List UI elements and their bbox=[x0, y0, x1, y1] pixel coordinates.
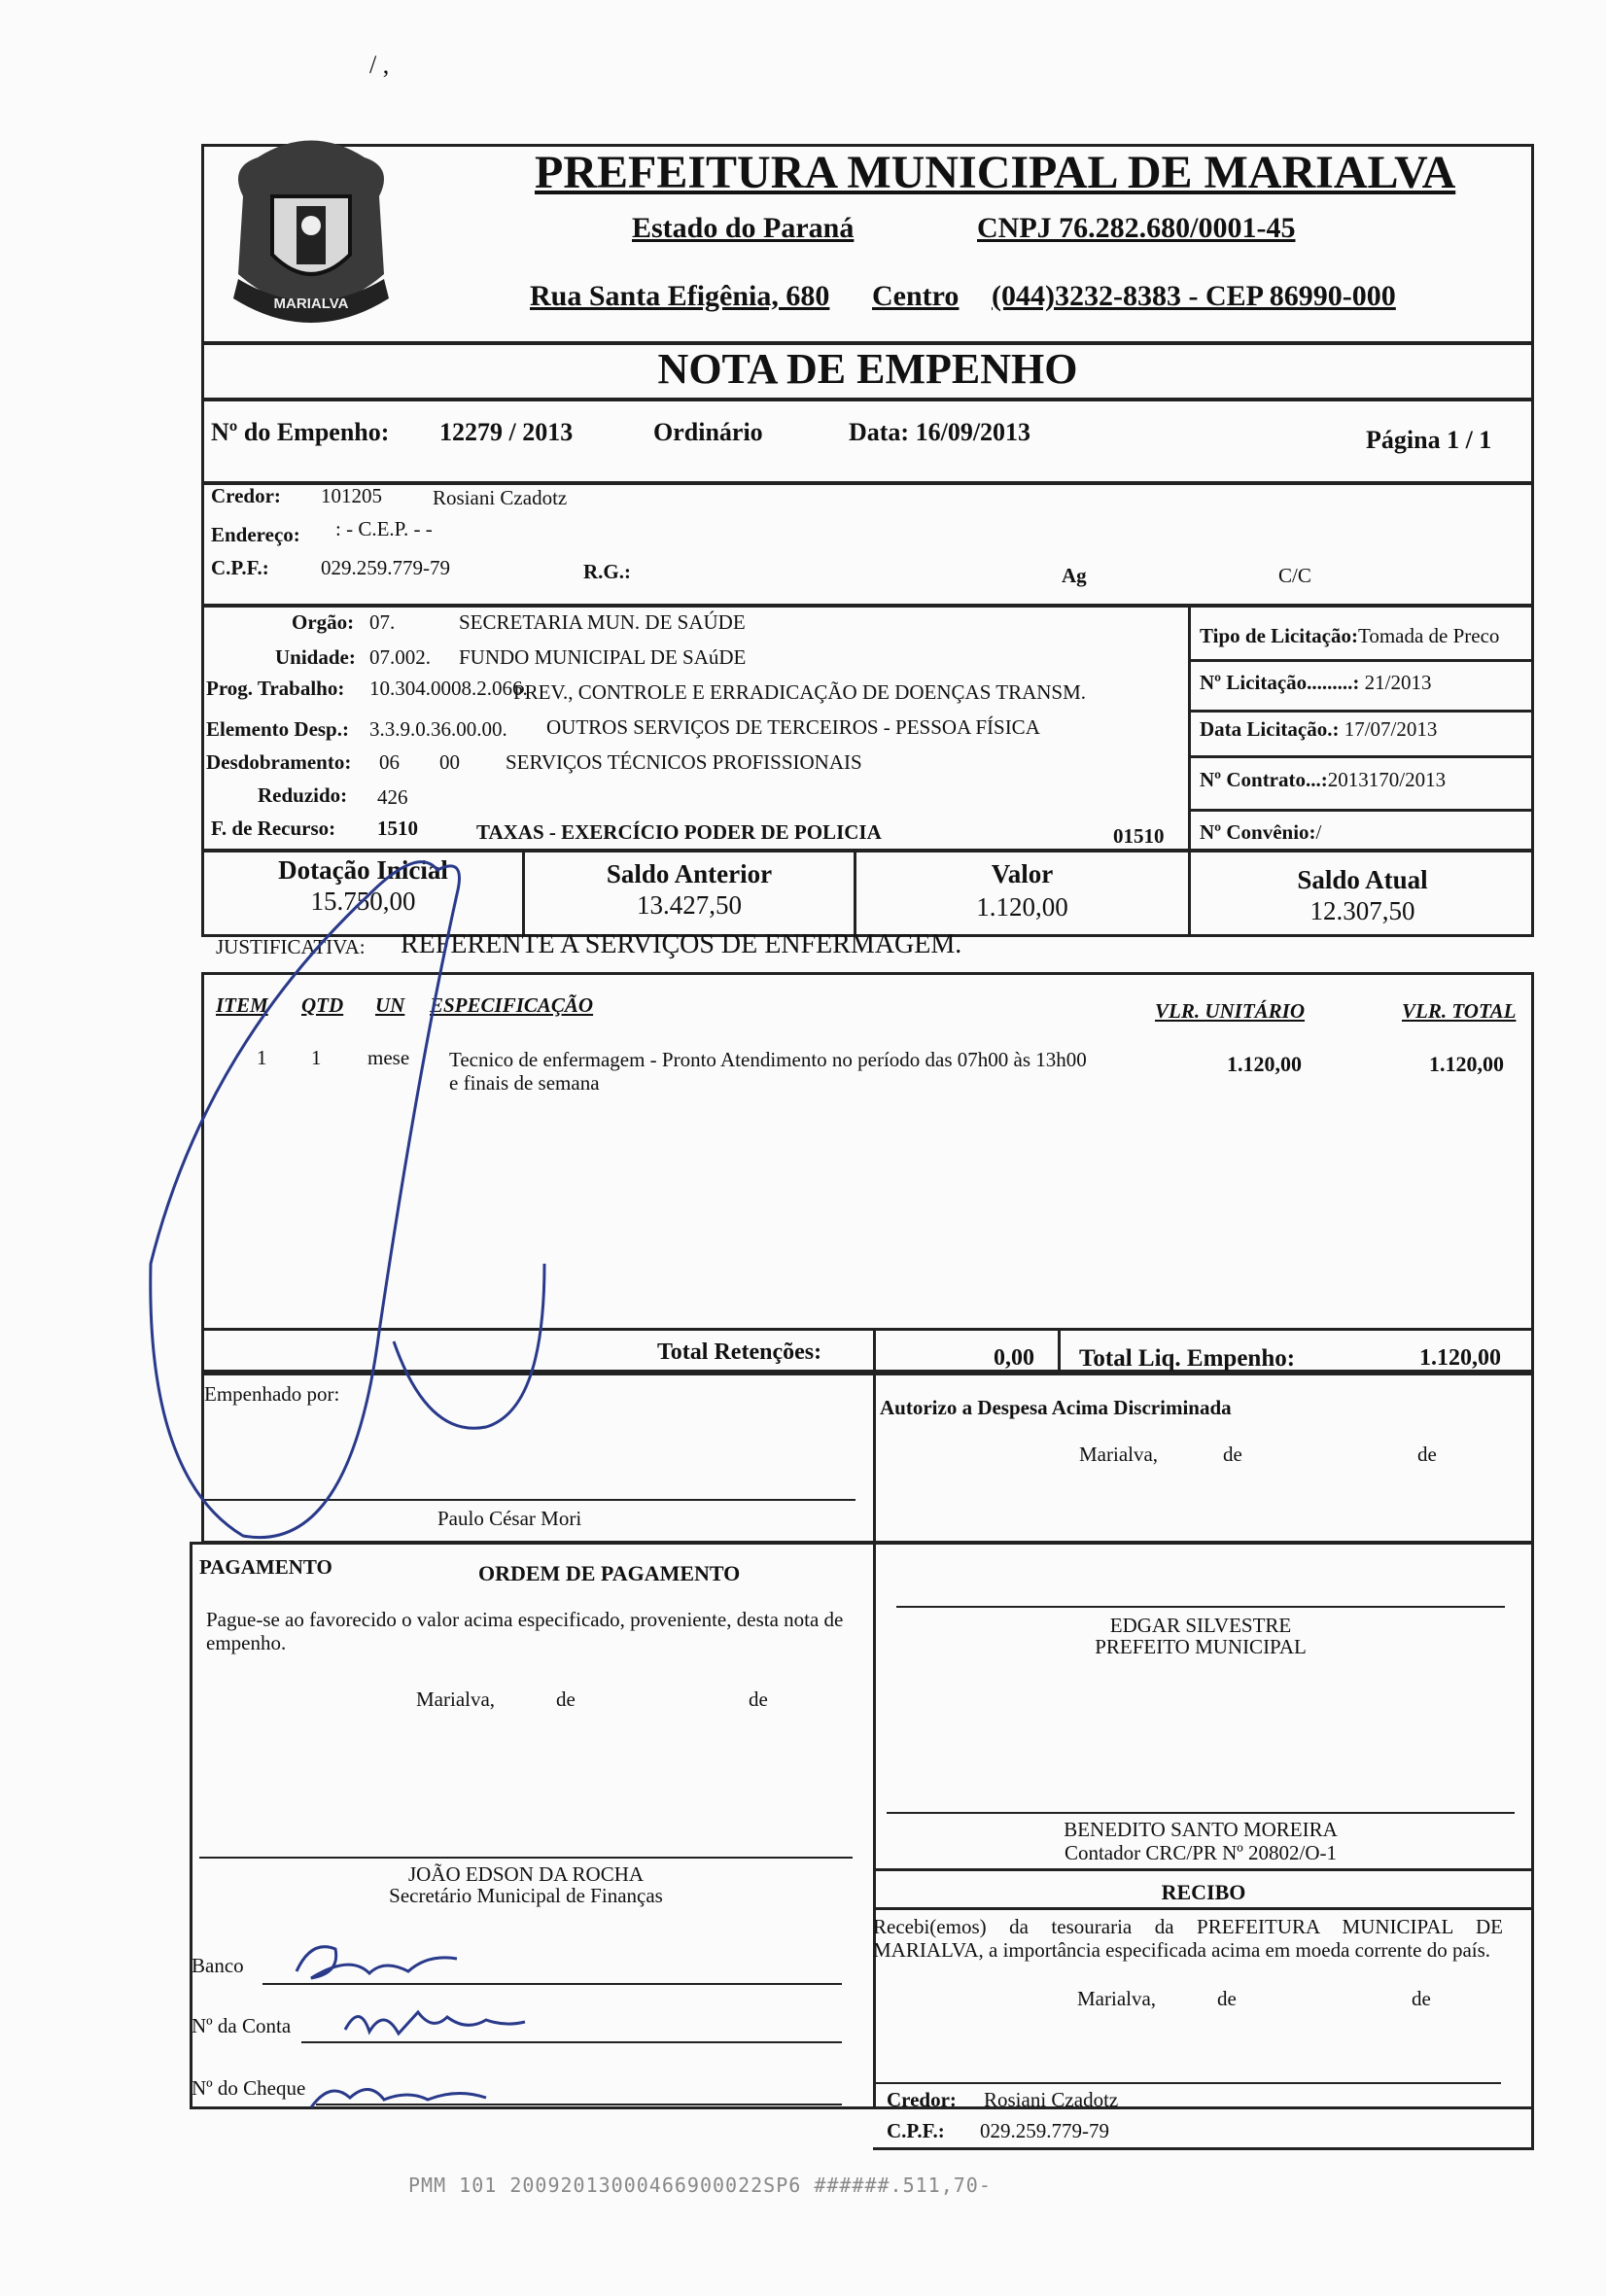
total-retencoes-value: 0,00 bbox=[994, 1345, 1034, 1371]
recibo-place: Marialva, bbox=[1077, 1987, 1157, 2010]
desdobramento-code1: 06 bbox=[379, 750, 400, 774]
endereco-value: : - C.E.P. - - bbox=[335, 517, 433, 540]
total-retencoes-label: Total Retenções: bbox=[657, 1339, 822, 1365]
secretario-name: JOÃO EDSON DA ROCHA bbox=[407, 1862, 645, 1886]
prefeito-role: PREFEITO MUNICIPAL bbox=[1095, 1635, 1307, 1658]
empenhado-label: Empenhado por: bbox=[204, 1382, 340, 1406]
prog-label: Prog. Trabalho: bbox=[206, 677, 345, 700]
saldo-anterior-value: 13.427,50 bbox=[637, 890, 742, 920]
pagamento-de-1: de bbox=[556, 1687, 576, 1711]
credor-label: Credor: bbox=[211, 484, 281, 507]
col-valor-unitario: VLR. UNITÁRIO bbox=[1155, 999, 1306, 1023]
autorizo-place: Marialva, bbox=[1079, 1443, 1159, 1466]
conta-label: Nº da Conta bbox=[192, 2014, 292, 2037]
row-qtd: 1 bbox=[311, 1046, 322, 1069]
cheque-signature bbox=[311, 2089, 486, 2107]
justificativa-label: JUSTIFICATIVA: bbox=[216, 935, 366, 958]
pagamento-label: PAGAMENTO bbox=[199, 1555, 332, 1579]
row-un: mese bbox=[367, 1046, 410, 1069]
empenho-type: Ordinário bbox=[653, 418, 763, 446]
elemento-name: OUTROS SERVIÇOS DE TERCEIROS - PESSOA FÍSICA bbox=[546, 715, 1040, 739]
desdobramento-name: SERVIÇOS TÉCNICOS PROFISSIONAIS bbox=[506, 750, 862, 774]
autorizo-de-2: de bbox=[1417, 1443, 1437, 1466]
recibo-credor-label: Credor: bbox=[887, 2088, 957, 2111]
dotacao-label: Dotação Inicial bbox=[278, 855, 448, 885]
elemento-label: Elemento Desp.: bbox=[206, 717, 349, 741]
unidade-label: Unidade: bbox=[275, 645, 356, 669]
page-number: Página 1 / 1 bbox=[1366, 426, 1492, 454]
valor-value: 1.120,00 bbox=[976, 892, 1068, 922]
numero-convenio: Nº Convênio:/ bbox=[1200, 820, 1322, 844]
col-un: UN bbox=[375, 993, 405, 1017]
secretario-role: Secretário Municipal de Finanças bbox=[389, 1884, 663, 1907]
rg-label: R.G.: bbox=[583, 560, 631, 583]
justificativa-text: REFERENTE A SERVIÇOS DE ENFERMAGEM. bbox=[401, 929, 962, 959]
empenho-date: Data: 16/09/2013 bbox=[849, 418, 1031, 446]
recurso-code: 1510 bbox=[377, 817, 418, 840]
cpf-value: 029.259.779-79 bbox=[321, 556, 450, 579]
row-valor-total: 1.120,00 bbox=[1429, 1052, 1504, 1076]
recurso-name: TAXAS - EXERCÍCIO PODER DE POLICIA bbox=[476, 820, 882, 844]
valor-label: Valor bbox=[991, 859, 1054, 888]
orgao-code: 07. bbox=[369, 610, 396, 634]
autorizo-de-1: de bbox=[1223, 1443, 1242, 1466]
prog-code: 10.304.0008.2.066. bbox=[369, 677, 528, 700]
ordem-pagamento-label: ORDEM DE PAGAMENTO bbox=[478, 1561, 741, 1585]
empenho-number: 12279 / 2013 bbox=[439, 418, 574, 446]
numero-contrato: Nº Contrato...:2013170/2013 bbox=[1200, 768, 1447, 791]
desdobramento-code2: 00 bbox=[439, 750, 460, 774]
ag-label: Ag bbox=[1062, 564, 1087, 587]
saldo-atual-value: 12.307,50 bbox=[1309, 896, 1415, 925]
dotacao-value: 15.750,00 bbox=[310, 887, 416, 916]
data-licitacao: Data Licitação.: 17/07/2013 bbox=[1200, 717, 1438, 741]
unidade-code: 07.002. bbox=[369, 645, 431, 669]
saldo-anterior-label: Saldo Anterior bbox=[606, 859, 773, 888]
recibo-cpf-value: 029.259.779-79 bbox=[980, 2119, 1109, 2142]
numero-licitacao: Nº Licitação.........: 21/2013 bbox=[1200, 671, 1432, 694]
recurso-code2: 01510 bbox=[1113, 824, 1165, 848]
corner-marks: / , bbox=[369, 51, 390, 79]
pagamento-de-2: de bbox=[749, 1687, 768, 1711]
header-title: PREFEITURA MUNICIPAL DE MARIALVA bbox=[535, 147, 1456, 198]
header-phone-cep: (044)3232-8383 - CEP 86990-000 bbox=[992, 280, 1396, 312]
orgao-name: SECRETARIA MUN. DE SAÚDE bbox=[459, 610, 746, 634]
contador-role: Contador CRC/PR Nº 20802/O-1 bbox=[1064, 1841, 1338, 1864]
contador-name: BENEDITO SANTO MOREIRA bbox=[1064, 1818, 1338, 1841]
conta-handwriting bbox=[345, 2012, 525, 2034]
row-spec-line1: Tecnico de enfermagem - Pronto Atendimento no período das 07h00 às 13h00 bbox=[449, 1048, 1087, 1071]
doc-title: NOTA DE EMPENHO bbox=[657, 345, 1078, 393]
pagamento-place: Marialva, bbox=[416, 1687, 496, 1711]
recibo-text: Recebi(emos) da tesouraria da PREFEITURA MUNICIPAL DE MARIALVA, a importância especificada acima em moeda corrente do país. bbox=[873, 1915, 1503, 1962]
autorizo-label: Autorizo a Despesa Acima Discriminada bbox=[880, 1396, 1232, 1419]
empenhado-name: Paulo César Mori bbox=[437, 1507, 582, 1530]
col-item: ITEM bbox=[216, 993, 268, 1017]
recibo-title: RECIBO bbox=[1161, 1880, 1246, 1904]
endereco-label: Endereço: bbox=[211, 523, 300, 546]
credor-code: 101205 bbox=[321, 484, 382, 507]
seal-lettering: MARIALVA bbox=[273, 296, 349, 312]
recibo-cpf-label: C.P.F.: bbox=[887, 2119, 945, 2142]
saldo-atual-label: Saldo Atual bbox=[1297, 865, 1428, 894]
cc-label: C/C bbox=[1278, 564, 1311, 587]
col-valor-total: VLR. TOTAL bbox=[1402, 999, 1517, 1023]
recibo-credor-value: Rosiani Czadotz bbox=[984, 2088, 1119, 2111]
pagamento-text: Pague-se ao favorecido o valor acima especificado, proveniente, desta nota de empenho. bbox=[206, 1608, 844, 1654]
banco-label: Banco bbox=[192, 1954, 244, 1977]
cpf-label: C.P.F.: bbox=[211, 556, 269, 579]
header-state: Estado do Paraná bbox=[632, 212, 855, 244]
recurso-label: F. de Recurso: bbox=[211, 817, 336, 840]
pen-oval-mark bbox=[151, 862, 460, 1538]
row-valor-unitario: 1.120,00 bbox=[1227, 1052, 1302, 1076]
header-district: Centro bbox=[872, 280, 960, 312]
col-qtd: QTD bbox=[301, 993, 344, 1017]
recibo-de-1: de bbox=[1217, 1987, 1237, 2010]
pen-stroke-mark bbox=[394, 1264, 544, 1428]
cheque-label: Nº do Cheque bbox=[192, 2076, 306, 2100]
reduzido-label: Reduzido: bbox=[258, 783, 348, 807]
credor-name: Rosiani Czadotz bbox=[433, 486, 568, 509]
prog-name: PREV., CONTROLE E ERRADICAÇÃO DE DOENÇAS TRANSM. bbox=[513, 680, 1087, 704]
total-liquido-label: Total Liq. Empenho: bbox=[1079, 1345, 1296, 1372]
tipo-licitacao: Tipo de Licitação:Tomada de Preco bbox=[1200, 624, 1500, 647]
unidade-name: FUNDO MUNICIPAL DE SAúDE bbox=[459, 645, 747, 669]
banco-signature bbox=[297, 1947, 457, 1978]
row-item: 1 bbox=[257, 1046, 267, 1069]
footer-code: PMM 101 20092013000466900022SP6 ######.511,70- bbox=[408, 2174, 992, 2197]
reduzido-value: 426 bbox=[377, 785, 408, 809]
header-cnpj: CNPJ 76.282.680/0001-45 bbox=[977, 212, 1296, 244]
total-liquido-value: 1.120,00 bbox=[1419, 1345, 1501, 1371]
col-especificacao: ESPECIFICAÇÃO bbox=[430, 993, 594, 1017]
prefeito-name: EDGAR SILVESTRE bbox=[1109, 1614, 1292, 1637]
elemento-code: 3.3.9.0.36.00.00. bbox=[369, 717, 507, 741]
recibo-de-2: de bbox=[1412, 1987, 1431, 2010]
empenho-number-label: Nº do Empenho: bbox=[211, 418, 390, 446]
header-street: Rua Santa Efigênia, 680 bbox=[530, 280, 830, 312]
row-spec-line2: e finais de semana bbox=[449, 1071, 600, 1095]
desdobramento-label: Desdobramento: bbox=[206, 750, 352, 774]
orgao-label: Orgão: bbox=[292, 610, 355, 634]
